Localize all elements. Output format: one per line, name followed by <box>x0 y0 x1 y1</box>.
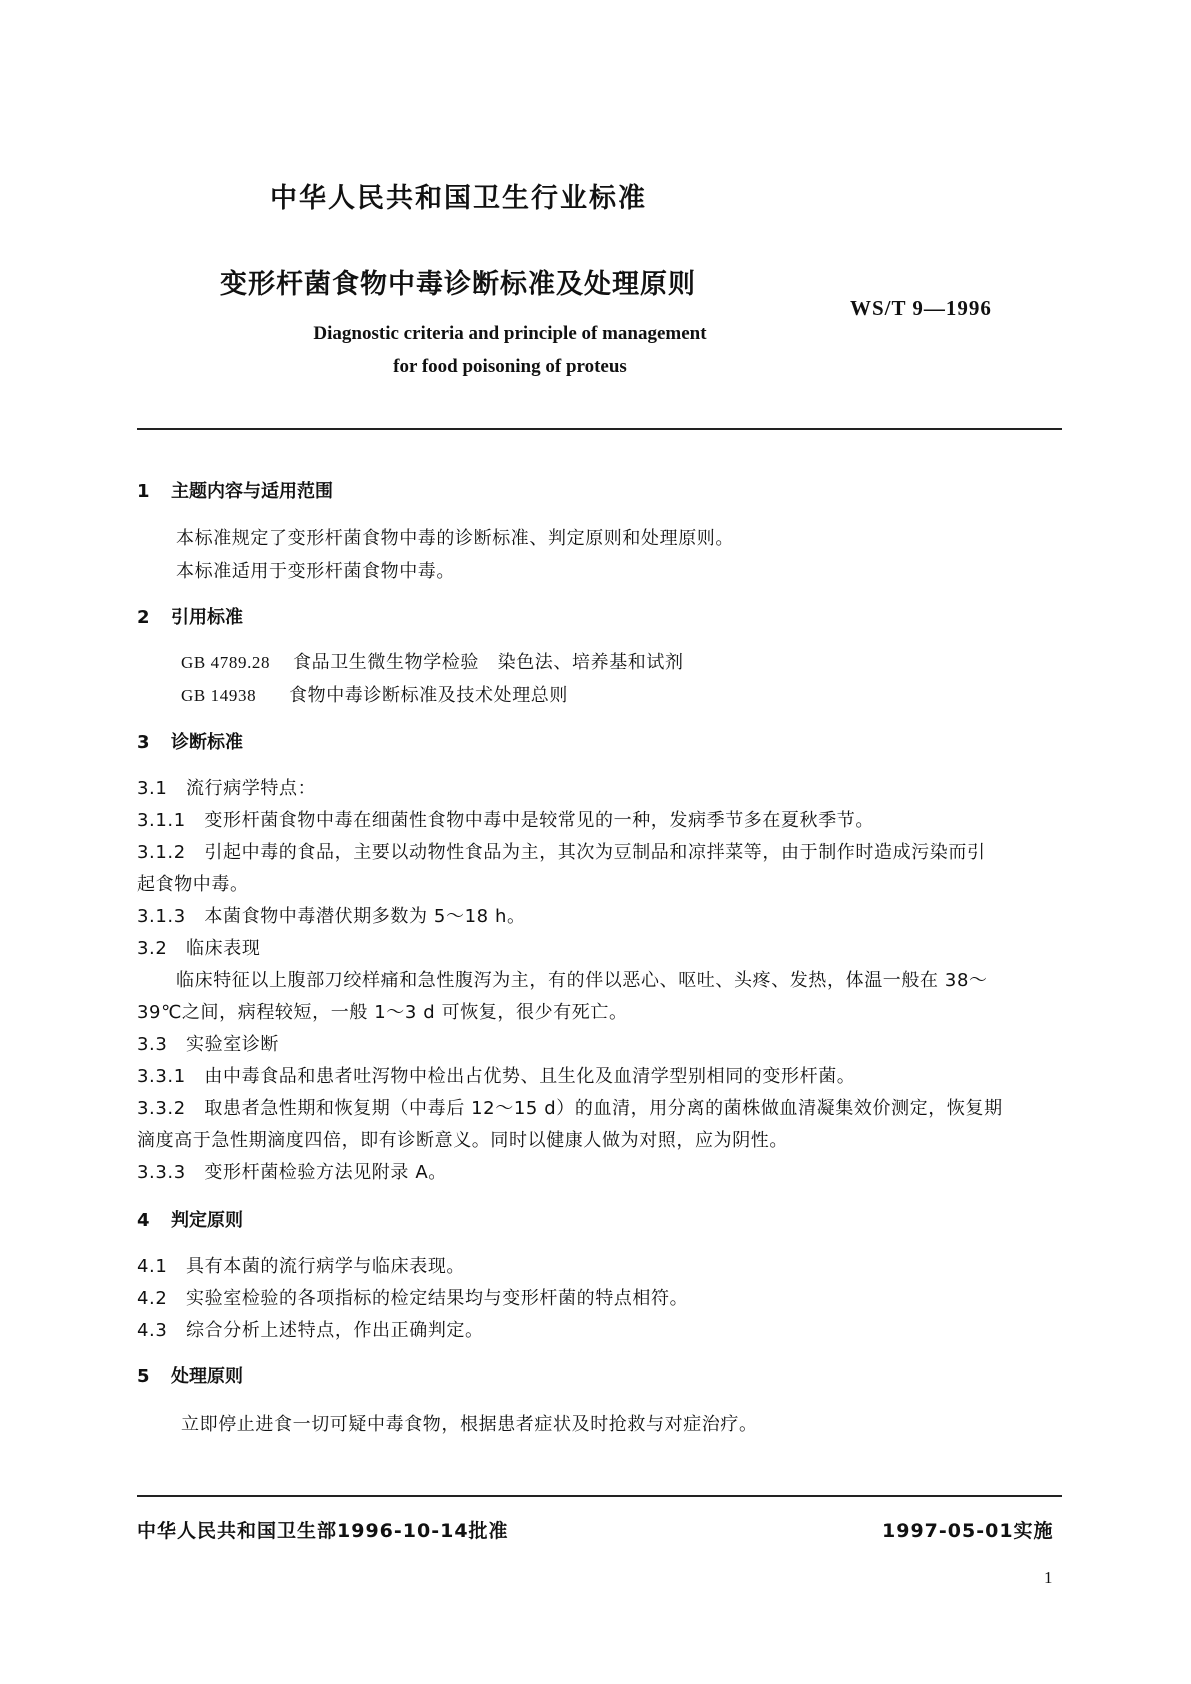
section-title: 判定原则 <box>171 1210 243 1231</box>
paragraph: 本标准适用于变形杆菌食物中毒。 <box>176 561 455 582</box>
clause: 3.3.1 由中毒食品和患者吐泻物中检出占优势、且生化及血清学型别相同的变形杆菌。 <box>137 1066 856 1087</box>
section-4-heading <box>137 1206 243 1232</box>
document-number: WS/T 9—1996 <box>850 296 992 320</box>
clause: 3.1 流行病学特点： <box>137 778 317 799</box>
section-title: 处理原则 <box>171 1366 243 1387</box>
clause: 3.2 临床表现 <box>137 938 261 959</box>
paragraph-continuation: 39℃之间，病程较短，一般 1～3 d 可恢复，很少有死亡。 <box>137 1002 628 1023</box>
section-title: 诊断标准 <box>171 732 243 753</box>
clause: 3.3.3 变形杆菌检验方法见附录 A。 <box>137 1162 447 1183</box>
clause: 4.1 具有本菌的流行病学与临床表现。 <box>137 1256 466 1277</box>
page-number: 1 <box>1044 1568 1053 1587</box>
clause: 3.1.1 变形杆菌食物中毒在细菌性食物中毒中是较常见的一种，发病季节多在夏秋季节。 <box>137 810 874 831</box>
clause-continuation: 滴度高于急性期滴度四倍，即有诊断意义。同时以健康人做为对照，应为阴性。 <box>137 1130 788 1151</box>
header-divider <box>137 428 1062 430</box>
standard-category-title: 中华人民共和国卫生行业标准 <box>270 183 647 214</box>
clause: 4.3 综合分析上述特点，作出正确判定。 <box>137 1320 484 1341</box>
footer-divider <box>137 1495 1062 1497</box>
reference-text: 食物中毒诊断标准及技术处理总则 <box>289 685 568 706</box>
clause-continuation: 起食物中毒。 <box>137 874 249 895</box>
clause: 4.2 实验室检验的各项指标的检定结果均与变形杆菌的特点相符。 <box>137 1288 689 1309</box>
approval-line: 中华人民共和国卫生部1996-10-14批准 <box>137 1520 509 1542</box>
section-title: 引用标准 <box>171 607 243 628</box>
english-title-line-1: Diagnostic criteria and principle of management <box>313 323 707 344</box>
reference-code: GB 4789.28 <box>181 653 271 672</box>
effective-date: 1997-05-01实施 <box>882 1520 1054 1542</box>
document-title: 变形杆菌食物中毒诊断标准及处理原则 <box>220 269 696 300</box>
section-2-heading <box>137 603 243 629</box>
english-title-line-2: for food poisoning of proteus <box>393 356 627 377</box>
section-1-heading <box>137 477 333 503</box>
section-title: 主题内容与适用范围 <box>171 481 333 502</box>
clause: 3.1.2 引起中毒的食品，主要以动物性食品为主，其次为豆制品和凉拌菜等，由于制作时造成污染而引 <box>137 842 986 863</box>
section-number: 1 <box>137 481 150 502</box>
clause: 3.3.2 取患者急性期和恢复期（中毒后 12～15 d）的血清，用分离的菌株做血清凝集效价测定，恢复期 <box>137 1098 1003 1119</box>
paragraph: 立即停止进食一切可疑中毒食物，根据患者症状及时抢救与对症治疗。 <box>181 1414 758 1435</box>
paragraph: 本标准规定了变形杆菌食物中毒的诊断标准、判定原则和处理原则。 <box>176 528 734 549</box>
section-3-heading <box>137 728 243 754</box>
clause: 3.3 实验室诊断 <box>137 1034 280 1055</box>
reference-item <box>181 681 568 707</box>
reference-text: 食品卫生微生物学检验 染色法、培养基和试剂 <box>293 652 684 673</box>
clause: 3.1.3 本菌食物中毒潜伏期多数为 5～18 h。 <box>137 906 526 927</box>
section-number: 4 <box>137 1210 150 1231</box>
paragraph: 临床特征以上腹部刀绞样痛和急性腹泻为主，有的伴以恶心、呕吐、头疼、发热，体温一般在 38～ <box>176 970 988 991</box>
section-number: 2 <box>137 607 150 628</box>
reference-item <box>181 648 684 674</box>
section-number: 5 <box>137 1366 150 1387</box>
section-number: 3 <box>137 732 150 753</box>
reference-code: GB 14938 <box>181 686 257 705</box>
section-5-heading <box>137 1362 243 1388</box>
